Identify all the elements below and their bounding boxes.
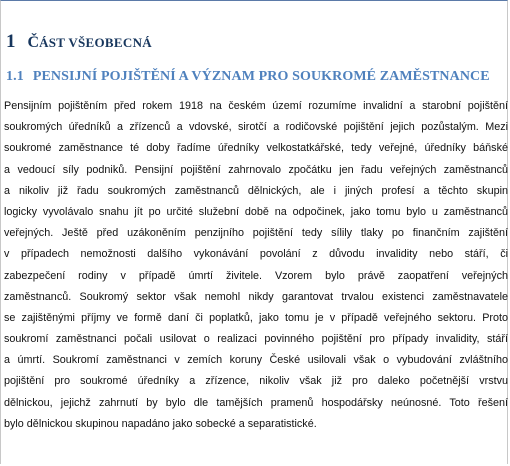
paragraph-line-3: soukromé zaměstnance té doby řadíme úředníky velkostatkářské, tedy veřejné, úředníky báňské <box>4 142 508 155</box>
paragraph-line-15: dělnickou, jejichž zahrnutí by bylo dle tamějších pramenů hospodářsky neúnosné. Toto řešení <box>4 396 508 409</box>
paragraph-line-8: v případech nemožnosti dalšího vykonávání povolání z důvodu invalidity nebo stáří, či <box>4 248 508 261</box>
paragraph-line-16: bylo dělnickou skupinou napadáno jako sobecké a separatistické. <box>4 417 317 430</box>
paragraph-line-4: a vedoucí síly podniků. Pensijní pojištění zahrnovalo zpočátku jen řadu veřejných zaměstnanců <box>4 163 508 176</box>
heading-1-number: 1 <box>6 31 16 52</box>
paragraph-line-12: soukromí zaměstnanci počali usilovat o realizaci povinného pojištění pro případy invalidity, stáří <box>4 333 508 346</box>
paragraph-line-7: veřejných. Ještě před uzákoněním penzijního pojištění tedy sílily tlaky po finančním zajištění <box>4 227 508 240</box>
heading-1-title-cap: Č <box>27 34 40 51</box>
body-paragraph[interactable] <box>4 96 508 435</box>
paragraph-line-5: a nikoliv již řadu soukromých zaměstnanců dělnických, ale i jiných profesí a těchto skupin <box>4 184 508 197</box>
paragraph-line-9: zabezpečení rodiny v případě úmrtí živitele. Vzorem bylo právě zaopatření veřejných <box>4 269 508 282</box>
heading-level-2 <box>6 69 490 85</box>
heading-1-title-rest: ÁST VŠEOBECNÁ <box>39 35 152 50</box>
paragraph-line-2: soukromých úředníků a zřízenců a vdovské, sirotčí a rodičovské pojištění jejich pozůstalým. Mezi <box>4 121 508 134</box>
paragraph-line-11: se zajištěnými příjmy ve formě daní či poplatků, jako tomu je v případě veřejného sektoru. Proto <box>4 311 508 324</box>
paragraph-line-13: a úmrtí. Soukromí zaměstnanci v zemích koruny České usilovali však o vybudování zvláštního <box>4 354 508 367</box>
heading-2-number: 1.1 <box>6 69 24 84</box>
paragraph-line-1: Pensijním pojištěním před rokem 1918 na českém území rozumíme invalidní a starobní pojištění <box>4 100 508 112</box>
heading-2-title: PENSIJNÍ POJIŠTĚNÍ A VÝZNAM PRO SOUKROMÉ ZAMĚSTNANCE <box>32 69 490 84</box>
paragraph-line-14: pojištění pro soukromé úředníky a zřízence, nikoliv však již pro daleko početnější vrstvu <box>4 375 508 388</box>
paragraph-line-6: logicky vyvolávalo snahu jít po určité služební době na odpočinek, jako tomu bylo u zaměstnanců <box>4 205 508 218</box>
heading-level-1 <box>6 31 152 53</box>
paragraph-line-10: zaměstnanců. Soukromý sektor však nemohl nikdy garantovat trvalou existenci zaměstnavatele <box>4 290 508 303</box>
